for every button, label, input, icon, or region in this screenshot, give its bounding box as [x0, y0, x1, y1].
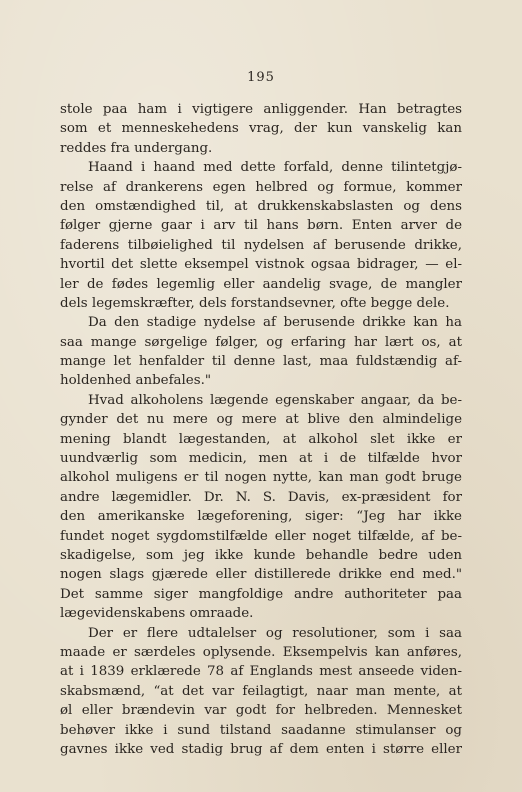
text-line: reddes fra undergang. — [60, 140, 213, 156]
text-line: at i 1839 erklærede 78 af Englands mest anseede viden- — [60, 664, 462, 680]
text-line: maade er særdeles oplysende. Eksempelvis kan anføres, — [60, 644, 462, 660]
text-line: den omstændighed til, at drukkenskabslasten og dens — [60, 198, 462, 214]
text-line: Haand i haand med dette forfald, denne tilintetgjø- — [88, 160, 462, 176]
text-line: hvortil det slette eksempel vistnok ogsaa bidrager, — el- — [60, 257, 462, 273]
text-line: lægevidenskabens omraade. — [60, 606, 254, 622]
text-line: dels legemskræfter, dels forstandsevner, ofte begge dele. — [60, 295, 450, 311]
text-line: følger gjerne gaar i arv til hans børn. Enten arver de — [60, 218, 462, 234]
body-text — [60, 100, 462, 759]
text-line: Det samme siger mangfoldige andre authoriteter paa — [60, 586, 462, 602]
text-line: ler de fødes legemlig eller aandelig svage, de mangler — [60, 276, 462, 292]
page-number: 195 — [247, 70, 275, 85]
text-line: gynder det nu mere og mere at blive den almindelige — [60, 412, 462, 428]
text-line: nogen slags gjærede eller distillerede drikke end med." — [60, 567, 462, 583]
text-line: stole paa ham i vigtigere anliggender. Han betragtes — [60, 102, 462, 117]
text-line: relse af drankerens egen helbred og formue, kommer — [60, 179, 462, 195]
text-line: som et menneskehedens vrag, der kun vanskelig kan — [60, 121, 462, 137]
text-line: faderens tilbøielighed til nydelsen af berusende drikke, — [60, 237, 462, 253]
text-line: holdenhed anbefales." — [60, 373, 212, 389]
text-line: den amerikanske lægeforening, siger: “Jeg har ikke — [60, 509, 462, 525]
text-line: øl eller brændevin var godt for helbreden. Mennesket — [60, 703, 462, 719]
text-line: alkohol muligens er til nogen nytte, kan man godt bruge — [60, 470, 462, 486]
text-line: uundværlig som medicin, men at i de tilfælde hvor — [60, 451, 462, 467]
text-line: mange let henfalder til denne last, maa fuldstændig af- — [60, 354, 462, 370]
text-line: Da den stadige nydelse af berusende drikke kan ha — [88, 315, 462, 331]
text-line: behøver ikke i sund tilstand saadanne stimulanser og — [60, 722, 462, 738]
text-line: gavnes ikke ved stadig brug af dem enten i større eller — [60, 741, 462, 757]
text-line: skabsmænd, “at det var feilagtigt, naar man mente, at — [60, 683, 462, 699]
text-line: saa mange sørgelige følger, og erfaring har lært os, at — [60, 334, 462, 350]
text-line: fundet noget sygdomstilfælde eller noget tilfælde, af be- — [60, 528, 462, 544]
text-line: mening blandt lægestanden, at alkohol slet ikke er — [60, 431, 462, 447]
text-line: skadigelse, som jeg ikke kunde behandle bedre uden — [60, 547, 462, 563]
text-line: Der er flere udtalelser og resolutioner, som i saa — [88, 625, 462, 641]
text-line: Hvad alkoholens lægende egenskaber angaar, da be- — [88, 392, 462, 408]
text-line: andre lægemidler. Dr. N. S. Davis, ex-præsident for — [60, 489, 462, 505]
